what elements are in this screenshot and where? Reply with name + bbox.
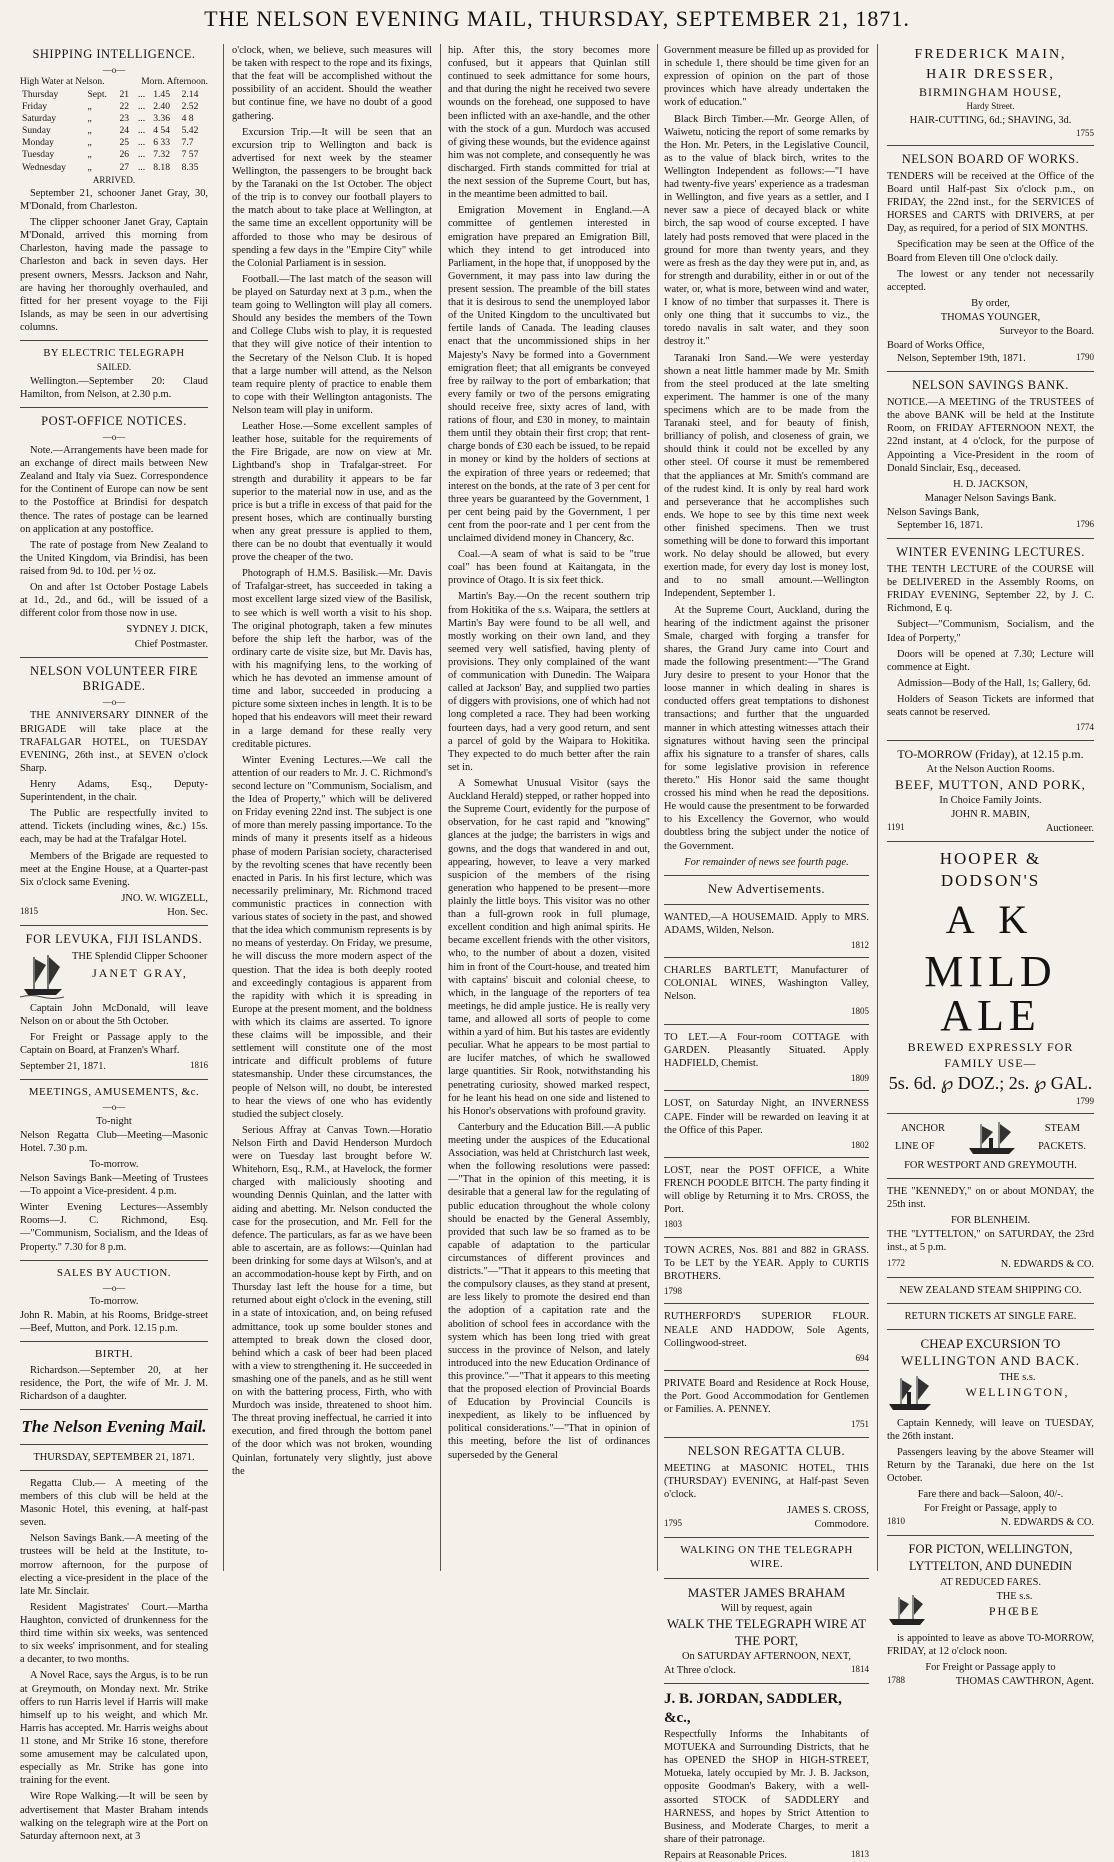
steamship-icon — [887, 1593, 927, 1629]
sailed-notice: Wellington.—September 20: Claud Hamilton, from Nelson, at 2.30 p.m. — [20, 375, 208, 400]
tide-cell: Sunday — [22, 125, 51, 137]
nzs-ship-name: WELLINGTON, — [965, 1384, 1070, 1399]
regatta-sig-title: Commodore. — [814, 1518, 869, 1530]
board-date: Nelson, September 19th, 1871. — [897, 353, 1026, 365]
regatta-heading: NELSON REGATTA CLUB. — [687, 1443, 846, 1458]
ad-lost-cape: LOST, on Saturday Night, an INVERNESS CAPE. Finder will be rewarded on leaving it at the Office of this Paper. — [664, 1098, 869, 1136]
lectures-season: Holders of Season Tickets are informed that seats cannot be reserved. — [887, 693, 1094, 719]
auction-goods: BEEF, MUTTON, AND PORK, — [895, 776, 1086, 792]
tide-cell: 6 33 — [153, 137, 171, 149]
news-visitor: A Somewhat Unusual Visitor (says the Auckland Herald) stepped, or rather hopped into the Supreme Court, evidently for the purpose of observation, for he cast rapid and "knowing" glances at the judge; the barristers in wigs and gowns, and the dogs that wandered in and out, appearing, however, to leave a very marked suspicion of the members of the rising generation who happened to be present—more plainly the little boys. This visitor was no other than a full-grown rook in full plumage, excellent condition and high animal spirits. He became excellent friends with the other visitors, who, to the number of about a dozen, visited him in front of the Court-house, and treated him with captains' biscuit and colonial cheese, to which, in the language of the reporters of tea meetings, he did ample justice. He is really very tame, and allowed all sorts of people to come within a yard of him. But his tastes are evidently peculiar. What he appears to be most partial to are lucifer matches, of which he swallowed large quantities. Sir Rook, notwithstanding his penetrating curiosity, showed marked respect, for he leant his head on one side and listened to his Honor's observations with profound gravity. — [448, 778, 650, 1117]
tide-cell: 26 — [119, 149, 130, 161]
ad-number: 1802 — [851, 1139, 869, 1150]
fire-notice-4: Members of the Brigade are requested to meet at the Engine House, at a Quarter-past Six o'clock same Evening. — [20, 850, 208, 888]
ad-lost-poodle: LOST, near the POST OFFICE, a White FRENCH POODLE BITCH. The party finding it will oblige by Returning it to Mrs. CROSS, the Port. — [664, 1165, 869, 1216]
nzs-agent: N. EDWARDS & CO. — [1000, 1517, 1094, 1529]
anchor-route: FOR WESTPORT AND GREYMOUTH. — [904, 1159, 1077, 1171]
levuka-date: September 21, 1871. — [20, 1061, 106, 1073]
paper-nameplate: The Nelson Evening Mail. — [21, 1417, 207, 1437]
tide-columns: Morn. Afternoon. — [141, 77, 208, 88]
news-lectures: Winter Evening Lectures.—We call the attention of our readers to Mr. J. C. Richmond's second lecture on "Communism, Socialism, and the Idea of Property," which will be delivered on Friday evening 22nd inst. The subject is one of more than merely passing importance. To the minds of many it presents itself as a hideous phase of modern Parisian society, characterised by the revolting scenes that have recently been enacted in Paris. In his first lecture, which was necessarily preliminary, Mr. Richmond traced communistic practices in connection with various states of society in the past, and showed that the idea which communism represents is by no means of yesterday. On Friday, we presume, he will discuss the more modern aspect of the question. That the idea is both deeply rooted and exceedingly contagious is apparent from the rapidity with which it is spreading in Europe at the present moment, and the boldness with which its claims are asserted. To ignore these claims will be impossible, and their settlement will constitute one of the most intricate and difficult problems of future statesmanship. Under these circumstances, the people of Nelson will, no doubt, be interested to hear the views of one who has evidently studied the subject closely. — [232, 754, 432, 1120]
line-of-word: LINE OF — [895, 1140, 935, 1152]
wire-day: On SATURDAY AFTERNOON, NEXT, — [681, 1651, 852, 1663]
news-supreme-court: At the Supreme Court, Auckland, during the hearing of the indictment against the prisoner Smale, charged with forging a transfer for shares, the Grand Jury came into Court and made the following presentment:—"The Grand Jury desire to present to your Honor that the loose manner in which dealing in shares is conducted offers great temptations to dishonest transactions; and further that the unguarded manner in which attesting witnesses attach their signatures without having seen the principal affix his signature to a transfer of shares, calls for some legislative provision in reference thereto." His Honor said the same thought crossed his mind when he read the depositions. He would cause the presentment to be forwarded to his Excellency the Governor, who would doubtless bring the subject under the notice of the Government. — [664, 604, 869, 852]
tide-cell: 7 57 — [181, 149, 199, 161]
tide-cell: „ — [87, 137, 92, 149]
news-leather-hose: Leather Hose.—Some excellent samples of leather hose, suitable for the requirements of the Fire Brigade, are now on view at Mr. Lightband's shop in Trafalgar-street. For strength and durability it appears to be far superior to the material now in use, and as the price is but a trifle in excess of that paid for the present hoses, which are continually bursting when any great pressure is applied to them, there can be no doubt that eventually it would prove the cheaper of the two. — [232, 421, 432, 564]
auctioneer-title: Auctioneer. — [1045, 823, 1094, 835]
tide-cell: ... — [137, 161, 146, 173]
ad-number: 1814 — [851, 1664, 869, 1675]
picton-line-2: LYTTELTON, AND DUNEDIN — [909, 1559, 1072, 1574]
tide-row — [20, 149, 208, 161]
anchor-kennedy: THE "KENNEDY," on or about MONDAY, the 25th inst. — [887, 1185, 1094, 1211]
news-football: Football.—The last match of the season will be played on Saturday next at 3 p.m., when the team going to Wellington will play all comers. Should any besides the members of the Town and College Clubs wish to play, it is requested that they will give notice of their intention to the Secretary of the Nelson Club. It is hoped that a large number will attend, as the Nelson team require plenty of practice to enable them to cope with their Wellington antagonists. The Nelson team will play in uniform. — [232, 273, 432, 416]
nzs-company: NEW ZEALAND STEAM SHIPPING CO. — [899, 1284, 1082, 1296]
news-martins-bay: Martin's Bay.—On the recent southern trip from Hokitika of the s.s. Waipara, the settlers at Martin's Bay were found to be all well, and mostly working on their own land, and they seemed very well satisfied, having plenty of provisions. They only complained of the want of communication with Dunedin. The Waipara called at Jackson' Bay, and supplied two parties of diggers with provisions, one of which had not long completed a race. They had been working fourteen days, had a very good return, and sent a parcel of gold by the Waipara to Hokitika. They expected to do much better after the rain set in. — [448, 591, 650, 773]
savings-date: September 16, 1871. — [897, 520, 983, 532]
news-continued: o'clock, when, we believe, such measures will be taken with respect to the rope and its fixings, that the feat will be accomplished without the possibility of an accident. Should the weather but continue fine, we have no doubt of a good gathering. — [232, 45, 432, 122]
tide-row — [20, 137, 208, 149]
tide-cell: 2.40 — [153, 101, 171, 113]
ad-number: 694 — [855, 1352, 869, 1363]
separator: —o— — [102, 1102, 126, 1113]
ad-number: 1810 — [887, 1516, 905, 1527]
tide-cell: 21 — [119, 89, 130, 101]
picton-agent: THOMAS CAWTHRON, Agent. — [955, 1676, 1094, 1688]
news-regatta: Regatta Club.— A meeting of the members of this club will be held at the Masonic Hotel, this evening, at half-past seven. — [20, 1477, 208, 1529]
news-education-continued: Government measure be filled up as provided for in schedule 1, there should be time given for an expression of opinion on the part of those provinces which have already undertaken the work of education." — [664, 45, 869, 109]
birth-notice: Richardson.—September 20, at her residence, the Port, the wife of Mr. J. M. Richardson of a daughter. — [20, 1365, 208, 1403]
meeting-2: Nelson Savings Bank—Meeting of Trustees—To appoint a Vice-president. 4 p.m. — [20, 1173, 208, 1198]
tide-cell: 8.35 — [181, 161, 199, 173]
ad-number: 1751 — [851, 1419, 869, 1430]
news-savings-bank: Nelson Savings Bank.—A meeting of the trustees will be held at the Institute, to-morrow afternoon, for the purpose of electing a vice-president in the place of the late Mr. Sinclair. — [20, 1533, 208, 1597]
auction-time: TO-MORROW (Friday), at 12.15 p.m. — [897, 746, 1084, 761]
meeting-1: Nelson Regatta Club—Meeting—Masonic Hotel. 7.30 p.m. — [20, 1129, 208, 1154]
tide-cell: „ — [87, 149, 92, 161]
tide-cell: ... — [137, 149, 146, 161]
ale-brand: HOOPER & DODSON'S — [939, 849, 1042, 890]
wire-heading: WALKING ON THE TELEGRAPH WIRE. — [680, 1544, 853, 1570]
ad-number: 1790 — [1076, 352, 1094, 363]
main-street: Hardy Street. — [966, 101, 1015, 112]
tide-row — [20, 101, 208, 113]
column-4 — [664, 44, 869, 1862]
tide-table — [20, 89, 208, 174]
tide-row — [20, 89, 208, 101]
levuka-line-2: Captain John McDonald, will leave Nelson on or about the 5th October. — [20, 1002, 208, 1027]
tide-cell: Friday — [22, 101, 48, 113]
fire-sig-title: Hon. Sec. — [167, 906, 208, 918]
board-office: Board of Works Office, — [887, 340, 985, 352]
auction-tomorrow: To-morrow. — [89, 1295, 139, 1307]
tide-cell: 3.36 — [153, 113, 171, 125]
column-1 — [20, 44, 208, 1842]
anchor-blenheim: FOR BLENHEIM. — [950, 1215, 1031, 1227]
lectures-admission: Admission—Body of the Hall, 1s; Gallery, 6d. — [897, 677, 1091, 689]
news-novel-race: A Novel Race, says the Argus, is to be run at Greymouth, on Monday next. Mr. Strike offers to run Harris level if Harris will make himself up to his weight, and which Mr. Harris has accepted. Mr. Harris weighs about 11 stone, and Mr Strike 16 stone, therefore some amusement may be calculated upon, especially as Mr. Strike has gone into training for the event. — [20, 1670, 208, 1787]
lectures-heading: WINTER EVENING LECTURES. — [896, 545, 1085, 560]
tide-cell: Thursday — [22, 89, 59, 101]
auction-heading: SALES BY AUCTION. — [56, 1266, 172, 1279]
tide-cell: „ — [87, 101, 92, 113]
tide-cell: ... — [137, 113, 146, 125]
paper-date: THURSDAY, SEPTEMBER 21, 1871. — [33, 1451, 195, 1463]
savings-notice: NOTICE.—A MEETING of the TRUSTEES of the above BANK will be held at the Institute Room, on FRIDAY AFTERNOON NEXT, the 22nd instant, at 4 o'clock, for the purpose of Appointing a Vice-President in the room of Donald Sinclair, Esq., deceased. — [887, 397, 1094, 474]
nzs-excursion: CHEAP EXCURSION TO — [920, 1335, 1061, 1351]
news-emigration: Emigration Movement in England.—A committee of gentlemen interested in emigration have prepared an Emigration Bill, which they intend to get introduced into Parliament, in the hope that, if unopposed by the Government, it may pass into law during the present session. The preamble of the bill states that it is desirous to send the unemployed labor of the United Kingdom to the uncultivated but fertile lands of Canada. The leading clauses enact that the uncommissioned ships in her Majesty's Navy be formed into a Government emigration fleet; that all emigrants be conveyed free by railway to the port of embarkation; that every family or two of the persons emigrating should receive free, sixty acres of land, with rations of flour, and £30 in money, to maintain them until they obtain their first crop; that rent-charge bonds of £30 each be issued, to be repaid in money or kind by the holders of sections at the expiration of three years or redeemed; that interest on the bonds, at the rate of 3 per cent for three years be guaranteed by the Government, 1 per cent being paid by the Government, 1 per cent from the poor-rate and 1 per cent from the unclaimed dividend money in Chancery, &c. — [448, 205, 650, 545]
jordan-heading: J. B. JORDAN, SADDLER, &c., — [664, 1691, 842, 1727]
remainder-note: For remainder of news see fourth page. — [684, 856, 849, 868]
auction-signature: JOHN R. MABIN, — [951, 809, 1030, 821]
tomorrow-label: To-morrow. — [89, 1158, 139, 1170]
steam-word: STEAM — [1044, 1122, 1080, 1134]
news-black-birch: Black Birch Timber.—Mr. George Allen, of Waiwetu, noticing the report of some remarks by the Hon. Mr. Peters, in the Legislative Council, as to the value of black birch, writes to the Wellington Independent as follows:—"I have had twenty-five years' experience as a tradesman in Wellington, and five years as a settler, and I never saw a piece of decayed black or white birch, the sap wood of course excepted. I have lately had posts removed that were placed in the ground for more than twenty years, and they were as fresh as the day they were put in, and, as for strength and durability, either in or out of the water, or, what is more, between wind and water, I know of no timber that surpasses it. There is only one thing that it succumbs to viz., the toredo navalis in salt water, and they soon destroy it." — [664, 113, 869, 348]
fire-signature: JNO. W. WIGZELL, — [121, 892, 208, 904]
savings-bank-heading: NELSON SAVINGS BANK. — [912, 378, 1069, 393]
tide-row — [20, 162, 208, 174]
separator: —o— — [102, 697, 126, 708]
jordan-repairs: Repairs at Reasonable Prices. — [664, 1850, 787, 1862]
news-affray-continued: hip. After this, the story becomes more confused, but it appears that Quinlan still continued to seek admittance for some hours, and that during the night he received two severe wounds on the forehead, one supposed to have been inflicted with an axe-handle, and the other with the stock of a gun. Murdoch was accused of giving these wounds, but the evidence against him was not complete, and consequently he was discharged. Firth stands committed for trial at the next session of the Supreme Court, but has, in the meantime been admitted to bail. — [448, 45, 650, 201]
masthead: THE NELSON EVENING MAIL, THURSDAY, SEPTEMBER 21, 1871. — [204, 6, 910, 31]
separator: —o— — [102, 64, 126, 75]
ad-number: 1774 — [1076, 722, 1094, 733]
telegraph-heading: BY ELECTRIC TELEGRAPH — [43, 348, 185, 360]
lectures-subject: Subject—"Communism, Socialism, and the Idea of Porperty," — [887, 619, 1094, 644]
levuka-line-3: For Freight or Passage apply to the Captain on Board, at Franzen's Wharf. — [20, 1032, 208, 1057]
nzs-the-ss: THE s.s. — [999, 1371, 1036, 1383]
lectures-doors: Doors will be opened at 7.30; Lecture will commence at Eight. — [887, 648, 1094, 673]
board-of-works-heading: NELSON BOARD OF WORKS. — [901, 152, 1080, 167]
savings-place: Nelson Savings Bank, — [887, 507, 980, 519]
separator: —o— — [102, 1282, 126, 1293]
anchor-lyttelton: THE "LYTTELTON," on SATURDAY, the 23rd inst., at 5 p.m. — [887, 1229, 1094, 1254]
board-tenders: TENDERS will be received at the Office of the Board until Half-past Six o'clock p.m., on FRIDAY, the 22nd inst., for the SERVICES of HORSES and CARTS with DRIVERS, at per Day, as required, for a period of SIX MONTHS. — [887, 170, 1094, 235]
main-house: BIRMINGHAM HOUSE, — [918, 85, 1062, 100]
auction-joints: In Choice Family Joints. — [939, 795, 1042, 807]
ale-family: FAMILY USE— — [944, 1055, 1037, 1070]
ad-to-let: TO LET.—A Four-room COTTAGE with GARDEN. Pleasantly Situated. Apply HADFIELD, Chemist. — [664, 1031, 869, 1069]
ad-number: 1772 — [887, 1257, 905, 1268]
ale-brewed: BREWED EXPRESSLY FOR — [907, 1039, 1074, 1054]
auction-1: John R. Mabin, at his Rooms, Bridge-street—Beef, Mutton, and Pork. 12.15 p.m. — [20, 1309, 208, 1335]
tide-cell: 1.45 — [153, 89, 171, 101]
savings-signature: H. D. JACKSON, — [953, 478, 1028, 490]
tide-cell: 23 — [119, 113, 130, 125]
ad-housemaid: WANTED,—A HOUSEMAID. Apply to MRS. ADAMS, Wilden, Nelson. — [664, 911, 869, 936]
tide-cell: 7.32 — [153, 149, 171, 161]
news-education-bill: Canterbury and the Education Bill.—A public meeting under the auspices of the Educational Association, was held at Christchurch last week, when the following resolutions were passed:—"That in the opinion of this meeting, it is desirable that a general law for the regulating of public education throughout the whole colony should be enacted by the General Assembly, provided that such law be so framed as to be capable of adaptation to the particular circumstances of different provinces and districts."—"That it appears to this meeting that the compulsory clauses, as they stand at present, are less likely to promote the desired end than the adoption of a capitation rate and the abolition of school fees in accordance with the system which has been long tried with great success in the province of Nelson, and lately introduced into the new Education Ordinance of this province."—"That it appears to this meeting that the proposed election of Provincial Boards of Education by Provincial Councils is inexpedient, as likely to be influenced by political considerations."—"That in opinion of this meeting, before the list of ordinances superseded by the General — [448, 1121, 650, 1461]
tide-cell: Monday — [22, 137, 54, 149]
tide-cell: ... — [137, 101, 146, 113]
ad-number: 1799 — [1076, 1095, 1094, 1106]
tide-cell: 22 — [119, 101, 130, 113]
wire-request: Will by request, again — [720, 1603, 813, 1615]
ad-number: 1816 — [190, 1060, 208, 1071]
ale-price: 5s. 6d. ℘ DOZ.; 2s. ℘ GAL. — [888, 1072, 1093, 1093]
board-by-order: By order, — [971, 297, 1010, 309]
tonight-label: To-night — [96, 1115, 132, 1127]
ad-number: 1795 — [664, 1517, 682, 1528]
picton-the-ss: THE s.s. — [996, 1591, 1033, 1603]
column-rule — [223, 44, 224, 1571]
fire-notice-3: The Public are respectfully invited to attend. Tickets (including wines, &c.) 15s. each, may be had at the Trafalgar Hotel. — [20, 808, 208, 846]
steamship-icon — [965, 1120, 1017, 1158]
tide-cell: 24 — [119, 125, 130, 137]
column-rule — [657, 44, 658, 1571]
nzs-return: RETURN TICKETS AT SINGLE FARE. — [904, 1310, 1077, 1322]
board-lowest: The lowest or any tender not necessarily accepted. — [887, 268, 1094, 293]
birth-heading: BIRTH. — [94, 1348, 134, 1361]
tide-cell: Wednesday — [22, 161, 66, 173]
tide-cell: 25 — [119, 137, 130, 149]
ad-number: 1813 — [851, 1849, 869, 1860]
nzs-wellington-back: WELLINGTON AND BACK. — [901, 1353, 1080, 1369]
levuka-heading: FOR LEVUKA, FIJI ISLANDS. — [25, 932, 203, 947]
news-wire-rope: Wire Rope Walking.—It will be seen by advertisement that Master Braham intends walking on the telegraph wire at the Port on Saturday afternoon next, at 3 — [20, 1791, 208, 1842]
tide-cell: ... — [137, 137, 146, 149]
tide-cell: 8.18 — [153, 161, 171, 173]
picton-line-1: FOR PICTON, WELLINGTON, — [908, 1542, 1073, 1557]
fire-notice-1: THE ANNIVERSARY DINNER of the BRIGADE will take place at the TRAFALGAR HOTEL, on TUESDAY EVENING, 26th inst., at SEVEN o'clock Sharp. — [20, 710, 208, 774]
levuka-line-1: THE Splendid Clipper Schooner — [72, 950, 208, 962]
news-photograph: Photograph of H.M.S. Basilisk.—Mr. Davis of Trafalgar-street, has succeeded in taking a most excellent large sized view of the Basilisk, to see which is well worth a visit to his shop. The original photograph, taken a few minutes before the ship left the harbor, was of the ordinary carte de visite size, but Mr. Davis has, with his magnifying lens, to the working of which he has devoted an immense amount of time and labor, succeeded in producing a picture some sixteen inches in length. It is to be hoped that his endeavors will meet their reward in a large demand for these really very creditable pictures. — [232, 568, 432, 750]
picton-apply: For Freight or Passage apply to — [925, 1662, 1056, 1674]
schooner-ship-icon — [20, 953, 64, 999]
arrival-notice: September 21, schooner Janet Gray, 30, M'Donald, from Charleston. — [20, 187, 208, 213]
nzs-apply: For Freight or Passage, apply to — [924, 1503, 1057, 1515]
ad-number: 1805 — [851, 1006, 869, 1017]
packets-word: PACKETS. — [1038, 1140, 1086, 1152]
ad-number: 1191 — [887, 822, 905, 833]
board-surveyor: Surveyor to the Board. — [999, 326, 1094, 338]
high-water-label: High Water at Nelson. — [20, 77, 105, 88]
news-affray: Serious Affray at Canvas Town.—Horatio Nelson Firth and David Henderson Murdoch were on Tuesday last brought before W. Whitehorn, Esq., R.M., at Havelock, the former charged with maliciously shooting and wounding Dennis Quinlan, and the latter with aiding and abetting. Mr. Nelson conducted the case for the prosecution, and Mr. Fell for the defence. The particulars, as far as we have been able to ascertain, are as follows:—Quinlan had been drinking for some days at Wilson's, and at an accommodation-house kept by Firth, and on Thursday last left the house for a time, but returned about eight o'clock in the evening, still in a state of intoxication, and, on being refused admittance, took up some boulder stones and attempted to break down the closed door, behind which a cask of beer had been placed with a view to strengthening it. He succeeded in smashing one of the panels, and as he still went on with the battering process, Firth, who with Murdoch was inside, threatened to shoot him. The threat proving ineffectual, he carried it into execution, and fired through the bottom panel of the door which was not broken, wounding Quinlan, fortunately very slightly, just above the — [232, 1124, 432, 1477]
main-prices: HAIR-CUTTING, 6d.; SHAVING, 3d. — [909, 114, 1072, 126]
tide-cell: 4 54 — [153, 125, 171, 137]
wire-walk: WALK THE TELEGRAPH WIRE AT THE PORT, — [666, 1616, 867, 1648]
tide-cell: ... — [137, 125, 146, 137]
post-office-heading: POST-OFFICE NOTICES. — [41, 413, 187, 428]
tide-cell: „ — [87, 161, 92, 173]
steamship-icon — [887, 1374, 933, 1414]
tide-cell: 27 — [119, 161, 130, 173]
tide-cell: Tuesday — [22, 149, 55, 161]
wire-performer: MASTER JAMES BRAHAM — [687, 1584, 846, 1600]
anchor-word: ANCHOR — [901, 1122, 945, 1134]
tide-cell: Saturday — [22, 113, 57, 125]
lectures-notice: THE TENTH LECTURE of the COURSE will be DELIVERED in the Assembly Rooms, on FRIDAY EVENING, September 22, by J. C. Richmond, E q. — [887, 564, 1094, 615]
ad-number: 1803 — [664, 1219, 682, 1230]
fire-brigade-heading: NELSON VOLUNTEER FIRE BRIGADE. — [30, 663, 198, 694]
board-signature: THOMAS YOUNGER, — [940, 311, 1041, 323]
tide-cell: „ — [87, 125, 92, 137]
column-rule — [440, 44, 441, 1571]
ad-wines: CHARLES BARTLETT, Manufacturer of COLONIAL WINES, Washington Valley, Nelson. — [664, 965, 869, 1003]
clipper-notice: The clipper schooner Janet Gray, Captain M'Donald, arrived this morning from Charleston, having made the passage to Charleston and back in seven days. Her present owners, Messrs. Jackson and Nahr, are having her thoroughly overhauled, and fitted for her present voyage to the Fiji Islands, as may be seen in our advertising columns. — [20, 217, 208, 334]
anchor-line-header — [887, 1120, 1094, 1158]
tide-row — [20, 113, 208, 125]
arrived-heading: ARRIVED. — [92, 174, 136, 185]
ad-number: 1798 — [664, 1286, 682, 1297]
tide-cell: 2.52 — [181, 101, 199, 113]
tide-cell: 2.14 — [181, 89, 199, 101]
separator: —o— — [102, 431, 126, 442]
anchor-agent: N. EDWARDS & CO. — [1000, 1258, 1094, 1270]
board-specification: Specification may be seen at the Office of the Board from Eleven till One o'clock daily. — [887, 239, 1094, 264]
column-rule — [877, 44, 878, 1571]
news-court: Resident Magistrates' Court.—Martha Haughton, convicted of drunkenness for the third time within six weeks, was sentenced to six weeks' imprisonment, and for stealing a decanter, to two months. — [20, 1601, 208, 1666]
meeting-3: Winter Evening Lectures—Assembly Rooms—J. C. Richmond, Esq.—"Communism, Socialism, and the Ideas of Property." 7.30 for 8 p.m. — [20, 1202, 208, 1253]
news-iron-sand: Taranaki Iron Sand.—We were yesterday shown a neat little hammer made by Mr. Smith from the steel produced at the late smelting experiment. The hammer is one of the many specimens which are to be made from the Taranaki steel, and for beauty of finish, brilliancy of polish, and closeness of grain, we should think it could not be excelled by any other steel. Of course it must be remembered that the appliances at Mr. Smith's command are of the rudest kind. It is only by real hard work and perseverance that he accomplishes such ends. We hope to see by this time next week other finished specimens. Then we trust something will be done to forward this important work. No delay should be allowed, but every exertion made, for every day lost is money lost, and to no small amount.—Wellington Independent, September 1. — [664, 352, 869, 600]
ad-flour: RUTHERFORD'S SUPERIOR FLOUR. NEALE AND HADDOW, Sole Agents, Collingwood-street. — [664, 1311, 869, 1349]
post-note-2: The rate of postage from New Zealand to the United Kingdom, via Brindisi, has been raised from 9d. to 10d. per ½ oz. — [20, 539, 208, 577]
main-name: FREDERICK MAIN, — [914, 47, 1067, 62]
ad-number: 1812 — [851, 939, 869, 950]
news-coal: Coal.—A seam of what is said to be "true coal" has been found at Kaitangata, in the province of Otago. It is six feet thick. — [448, 549, 650, 587]
fire-notice-2: Henry Adams, Esq., Deputy-Superintendent, in the chair. — [20, 778, 208, 804]
column-3 — [448, 44, 650, 1571]
tide-cell: „ — [87, 113, 92, 125]
new-advertisements-heading: New Advertisements. — [707, 881, 826, 896]
tide-cell: 4 8 — [181, 113, 194, 125]
column-5 — [887, 44, 1094, 1688]
ad-number: 1788 — [887, 1675, 905, 1686]
main-trade: HAIR DRESSER, — [926, 66, 1055, 82]
jordan-notice: Respectfully Informs the Inhabitants of MOTUEKA and Surrounding Districts, that he has OPENED the SHOP in HIGH-STREET, Motueka, lately occupied by Mr. J. B. Jackson, opposite Goodman's Bakery, with a well-assorted STOCK of SADDLERY and HARNESS, and hopes by Strict Attention to Business, and Moderate Charges, to merit a share of their patronage. — [664, 1729, 869, 1845]
regatta-notice: MEETING at MASONIC HOTEL, THIS (THURSDAY) EVENING, at Half-past Seven o'clock. — [664, 1462, 869, 1500]
shipping-heading: SHIPPING INTELLIGENCE. — [32, 47, 196, 61]
tide-cell: 7.7 — [181, 137, 194, 149]
tide-row — [20, 125, 208, 137]
ad-board-residence: PRIVATE Board and Residence at Rock House, the Port. Good Accommodation for Gentlemen or Families. A. PENNEY. — [664, 1378, 869, 1416]
sailed-heading: SAILED. — [96, 362, 132, 373]
tide-cell: Sept. — [87, 89, 107, 101]
post-signature: SYDNEY J. DICK, — [126, 624, 208, 636]
nzs-fare: Fare there and back—Saloon, 40/-. — [917, 1489, 1064, 1501]
post-note-1: Note.—Arrangements have been made for an exchange of direct mails between New Zealand and Italy via Suez. Correspondence for the Continent of Europe can now be sent to the Postoffice at Brindisi for despatch thence. The rates of postage can be learned on application at any postoffice. — [20, 444, 208, 535]
ale-mild: MILD ALE — [924, 946, 1057, 1040]
post-title: Chief Postmaster. — [134, 638, 208, 650]
picton-departure: is appointed to leave as above TO-MORROW, FRIDAY, at 12 o'clock noon. — [887, 1633, 1094, 1658]
meetings-heading: MEETINGS, AMUSEMENTS, &c. — [28, 1086, 200, 1099]
ale-ak: A K — [945, 897, 1036, 943]
wire-time: At Three o'clock. — [664, 1665, 736, 1677]
auction-place: At the Nelson Auction Rooms. — [926, 763, 1055, 775]
tide-cell: 5.42 — [181, 125, 199, 137]
column-2 — [232, 44, 432, 1571]
ad-number: 1809 — [851, 1073, 869, 1084]
picton-fares: AT REDUCED FARES. — [940, 1576, 1041, 1588]
savings-manager: Manager Nelson Savings Bank. — [924, 492, 1057, 504]
nzs-passengers: Passengers leaving by the above Steamer will Return by the Taranaki, due here on the 1st October. — [887, 1446, 1094, 1485]
news-excursion: Excursion Trip.—It will be seen that an excursion trip to Wellington and back is advertised for next week by the steamer Wellington, the passengers to be brought back by the Taranaki on the 1st October. The object of the trip is to convey our football players to the match about to take place at Wellington, at the same time an excellent opportunity will be afforded to those who may be desirous of spending a few days in the "Empire City" while the Colonial Parliament is in session. — [232, 126, 432, 269]
ad-number: 1815 — [20, 905, 38, 916]
tide-cell: ... — [137, 89, 146, 101]
picton-ship-name: PHŒBE — [988, 1604, 1041, 1619]
ad-town-acres: TOWN ACRES, Nos. 881 and 882 in GRASS. To be LET by the YEAR. Apply to CURTIS BROTHERS. — [664, 1244, 869, 1283]
post-note-3: On and after 1st October Postage Labels at 1d., 2d., and 6d., will be issued of a different color from those now in use. — [20, 582, 208, 620]
nzs-captain: Captain Kennedy, will leave on TUESDAY, the 26th instant. — [887, 1417, 1094, 1442]
levuka-ship-name: JANET GRAY, — [92, 965, 188, 980]
ad-number: 1755 — [1076, 127, 1094, 138]
regatta-signature: JAMES S. CROSS, — [786, 1504, 869, 1516]
ad-number: 1796 — [1076, 519, 1094, 530]
